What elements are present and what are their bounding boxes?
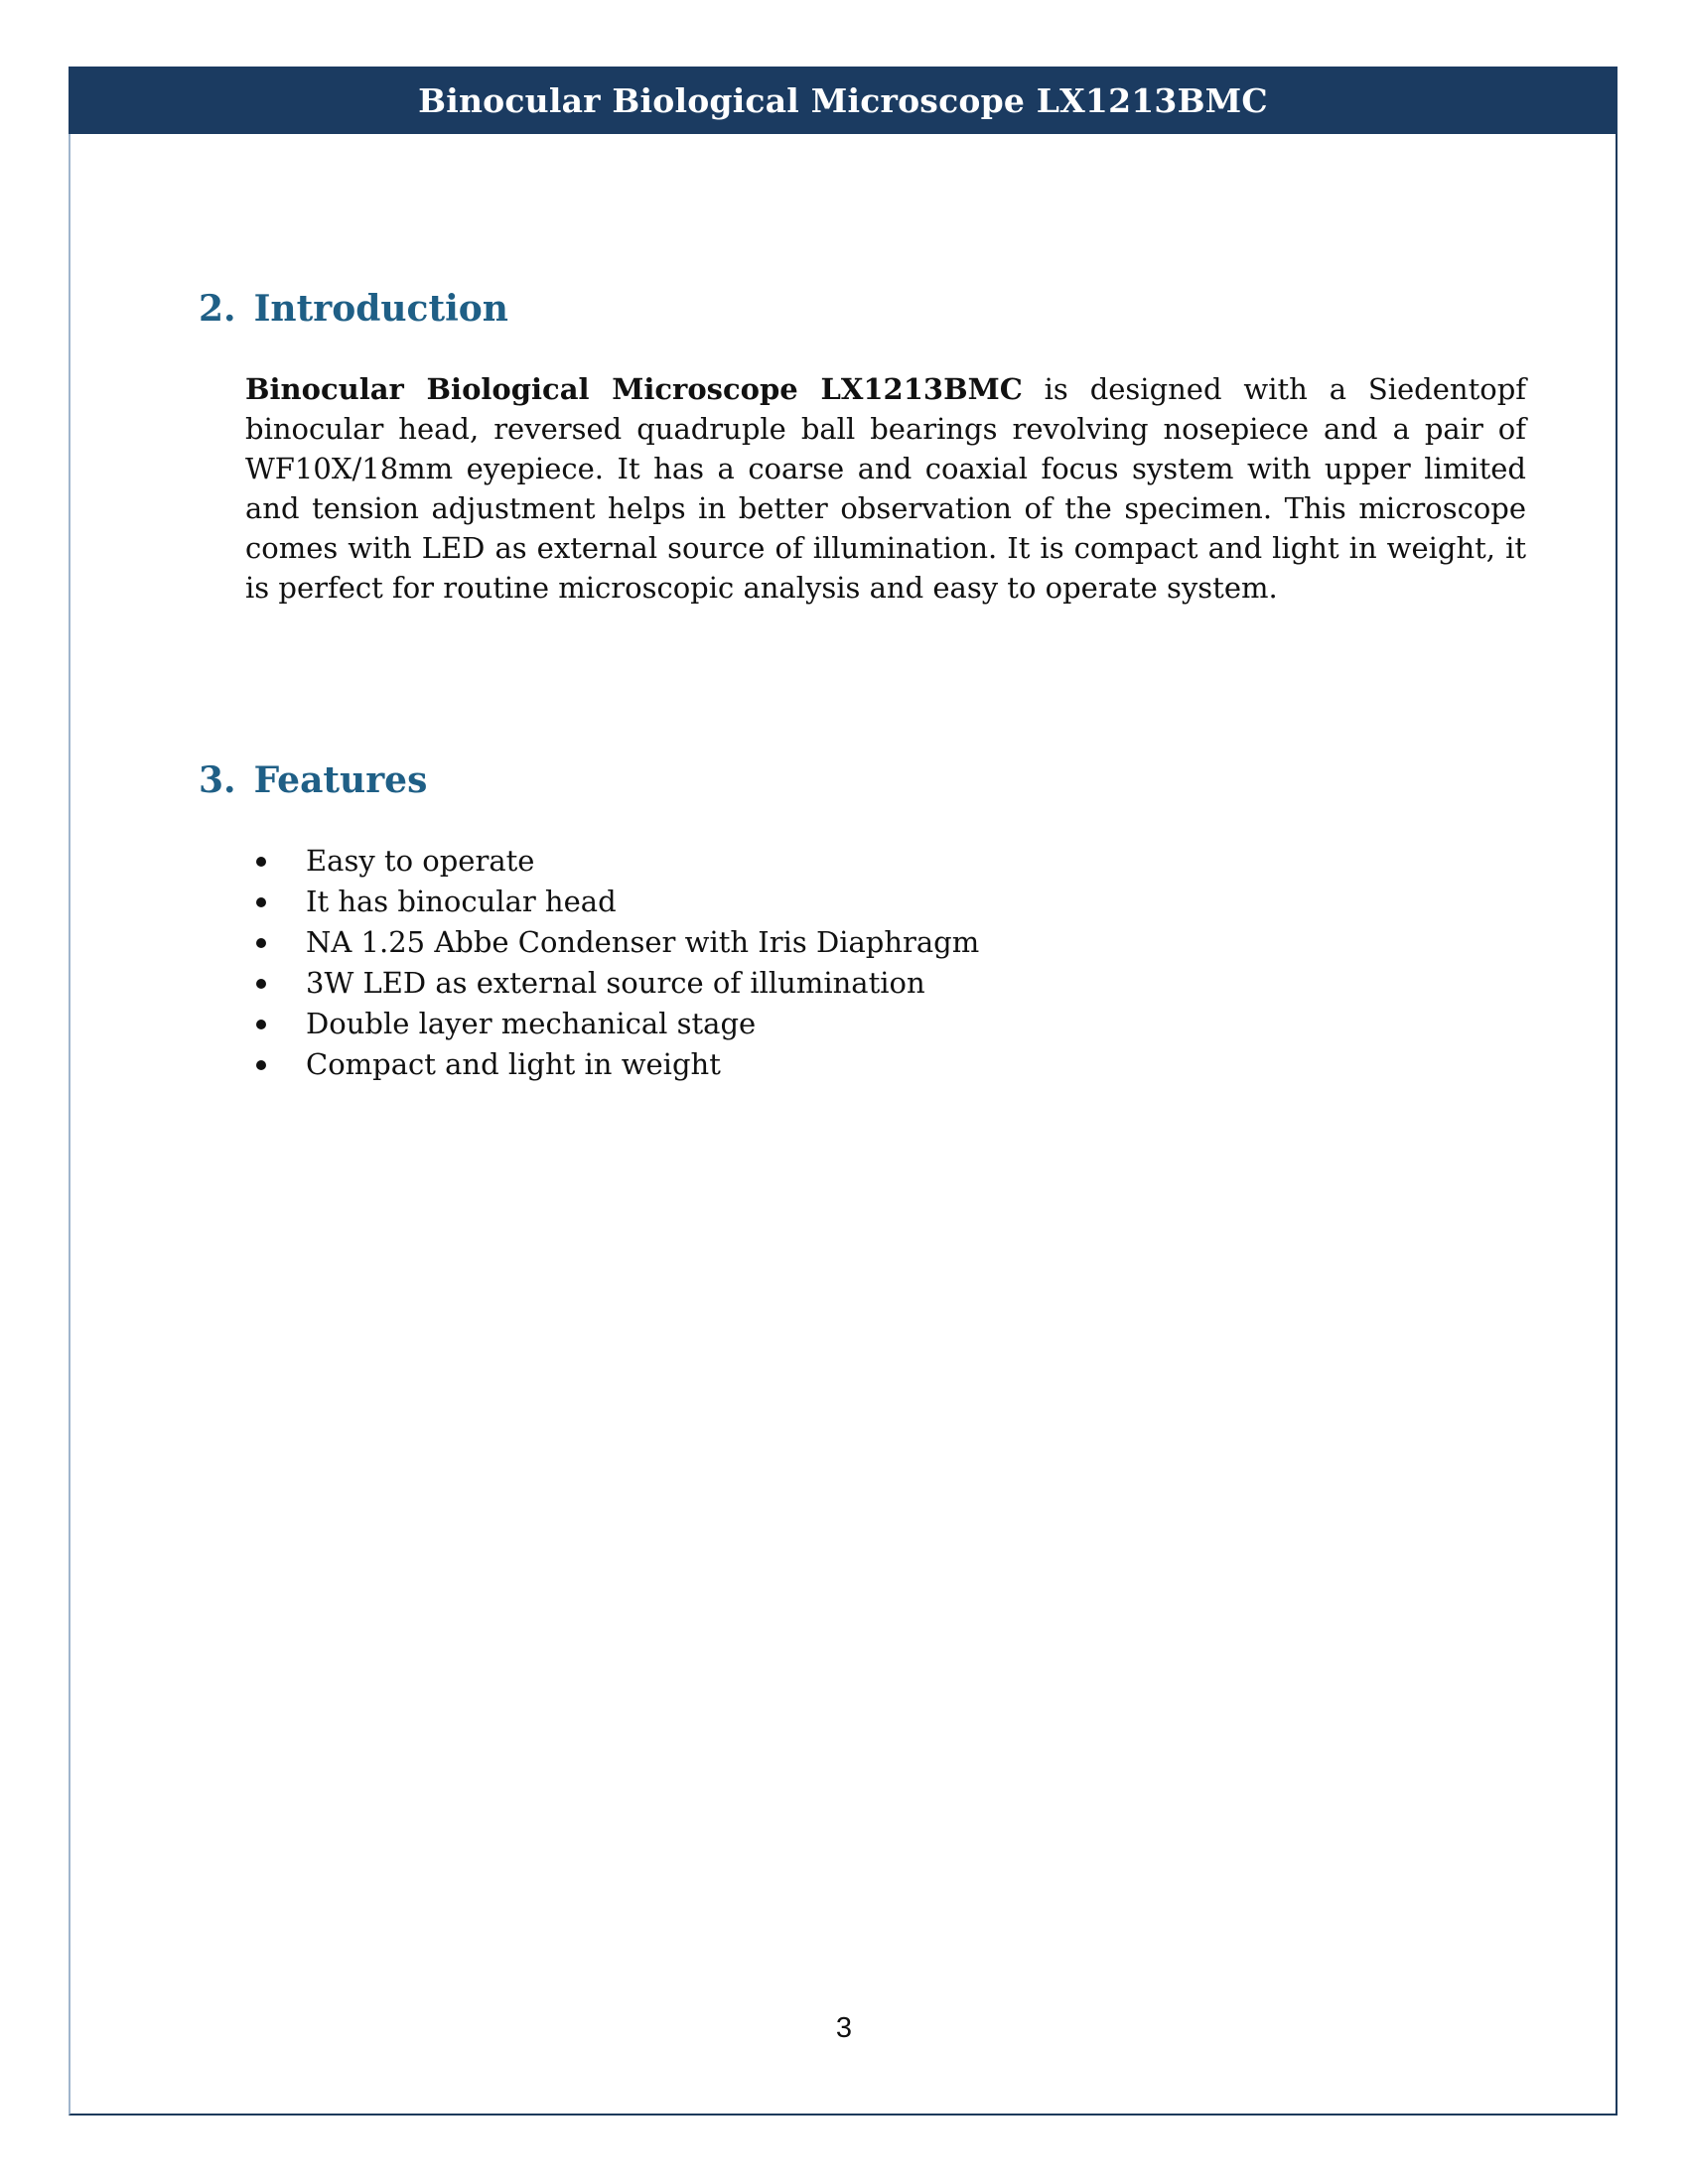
feature-text: Easy to operate (306, 844, 535, 878)
section-number: 3. (199, 759, 236, 801)
list-item (256, 963, 979, 1004)
header-bar (69, 67, 1618, 134)
section-title: Introduction (253, 288, 508, 330)
bullet-icon (256, 938, 266, 948)
feature-text: 3W LED as external source of illumination (306, 966, 925, 1000)
section-title: Features (253, 759, 428, 801)
list-item (256, 922, 979, 963)
list-item (256, 1004, 979, 1044)
introduction-paragraph (245, 369, 1526, 608)
introduction-heading (199, 288, 508, 330)
feature-text: It has binocular head (306, 885, 617, 918)
bullet-icon (256, 1060, 266, 1070)
page-number: 3 (835, 2012, 853, 2044)
document-title: Binocular Biological Microscope LX1213BMC (418, 80, 1268, 120)
section-number: 2. (199, 288, 236, 330)
features-heading (199, 759, 427, 801)
list-item (256, 882, 979, 922)
bullet-icon (256, 1020, 266, 1029)
introduction-lead: Binocular Biological Microscope LX1213BMC (245, 372, 1023, 406)
feature-text: NA 1.25 Abbe Condenser with Iris Diaphragm (306, 925, 980, 959)
bullet-icon (256, 979, 266, 989)
list-item (256, 1044, 979, 1085)
features-list (256, 841, 979, 1085)
feature-text: Double layer mechanical stage (306, 1007, 757, 1040)
bullet-icon (256, 897, 266, 907)
feature-text: Compact and light in weight (306, 1047, 721, 1081)
bullet-icon (256, 857, 266, 867)
list-item (256, 841, 979, 882)
introduction-text: is designed with a Siedentopf binocular head, reversed quadruple ball bearings revolving nosepiece and a pair of WF10X/18mm eyepiece. It has a coarse and coaxial focus system with upper limited and tension adjustment helps in better observation of the specimen. This microscope comes with LED as external source of illumination. It is compact and light in weight, it is perfect for routine microscopic analysis and easy to operate system. (245, 372, 1526, 605)
